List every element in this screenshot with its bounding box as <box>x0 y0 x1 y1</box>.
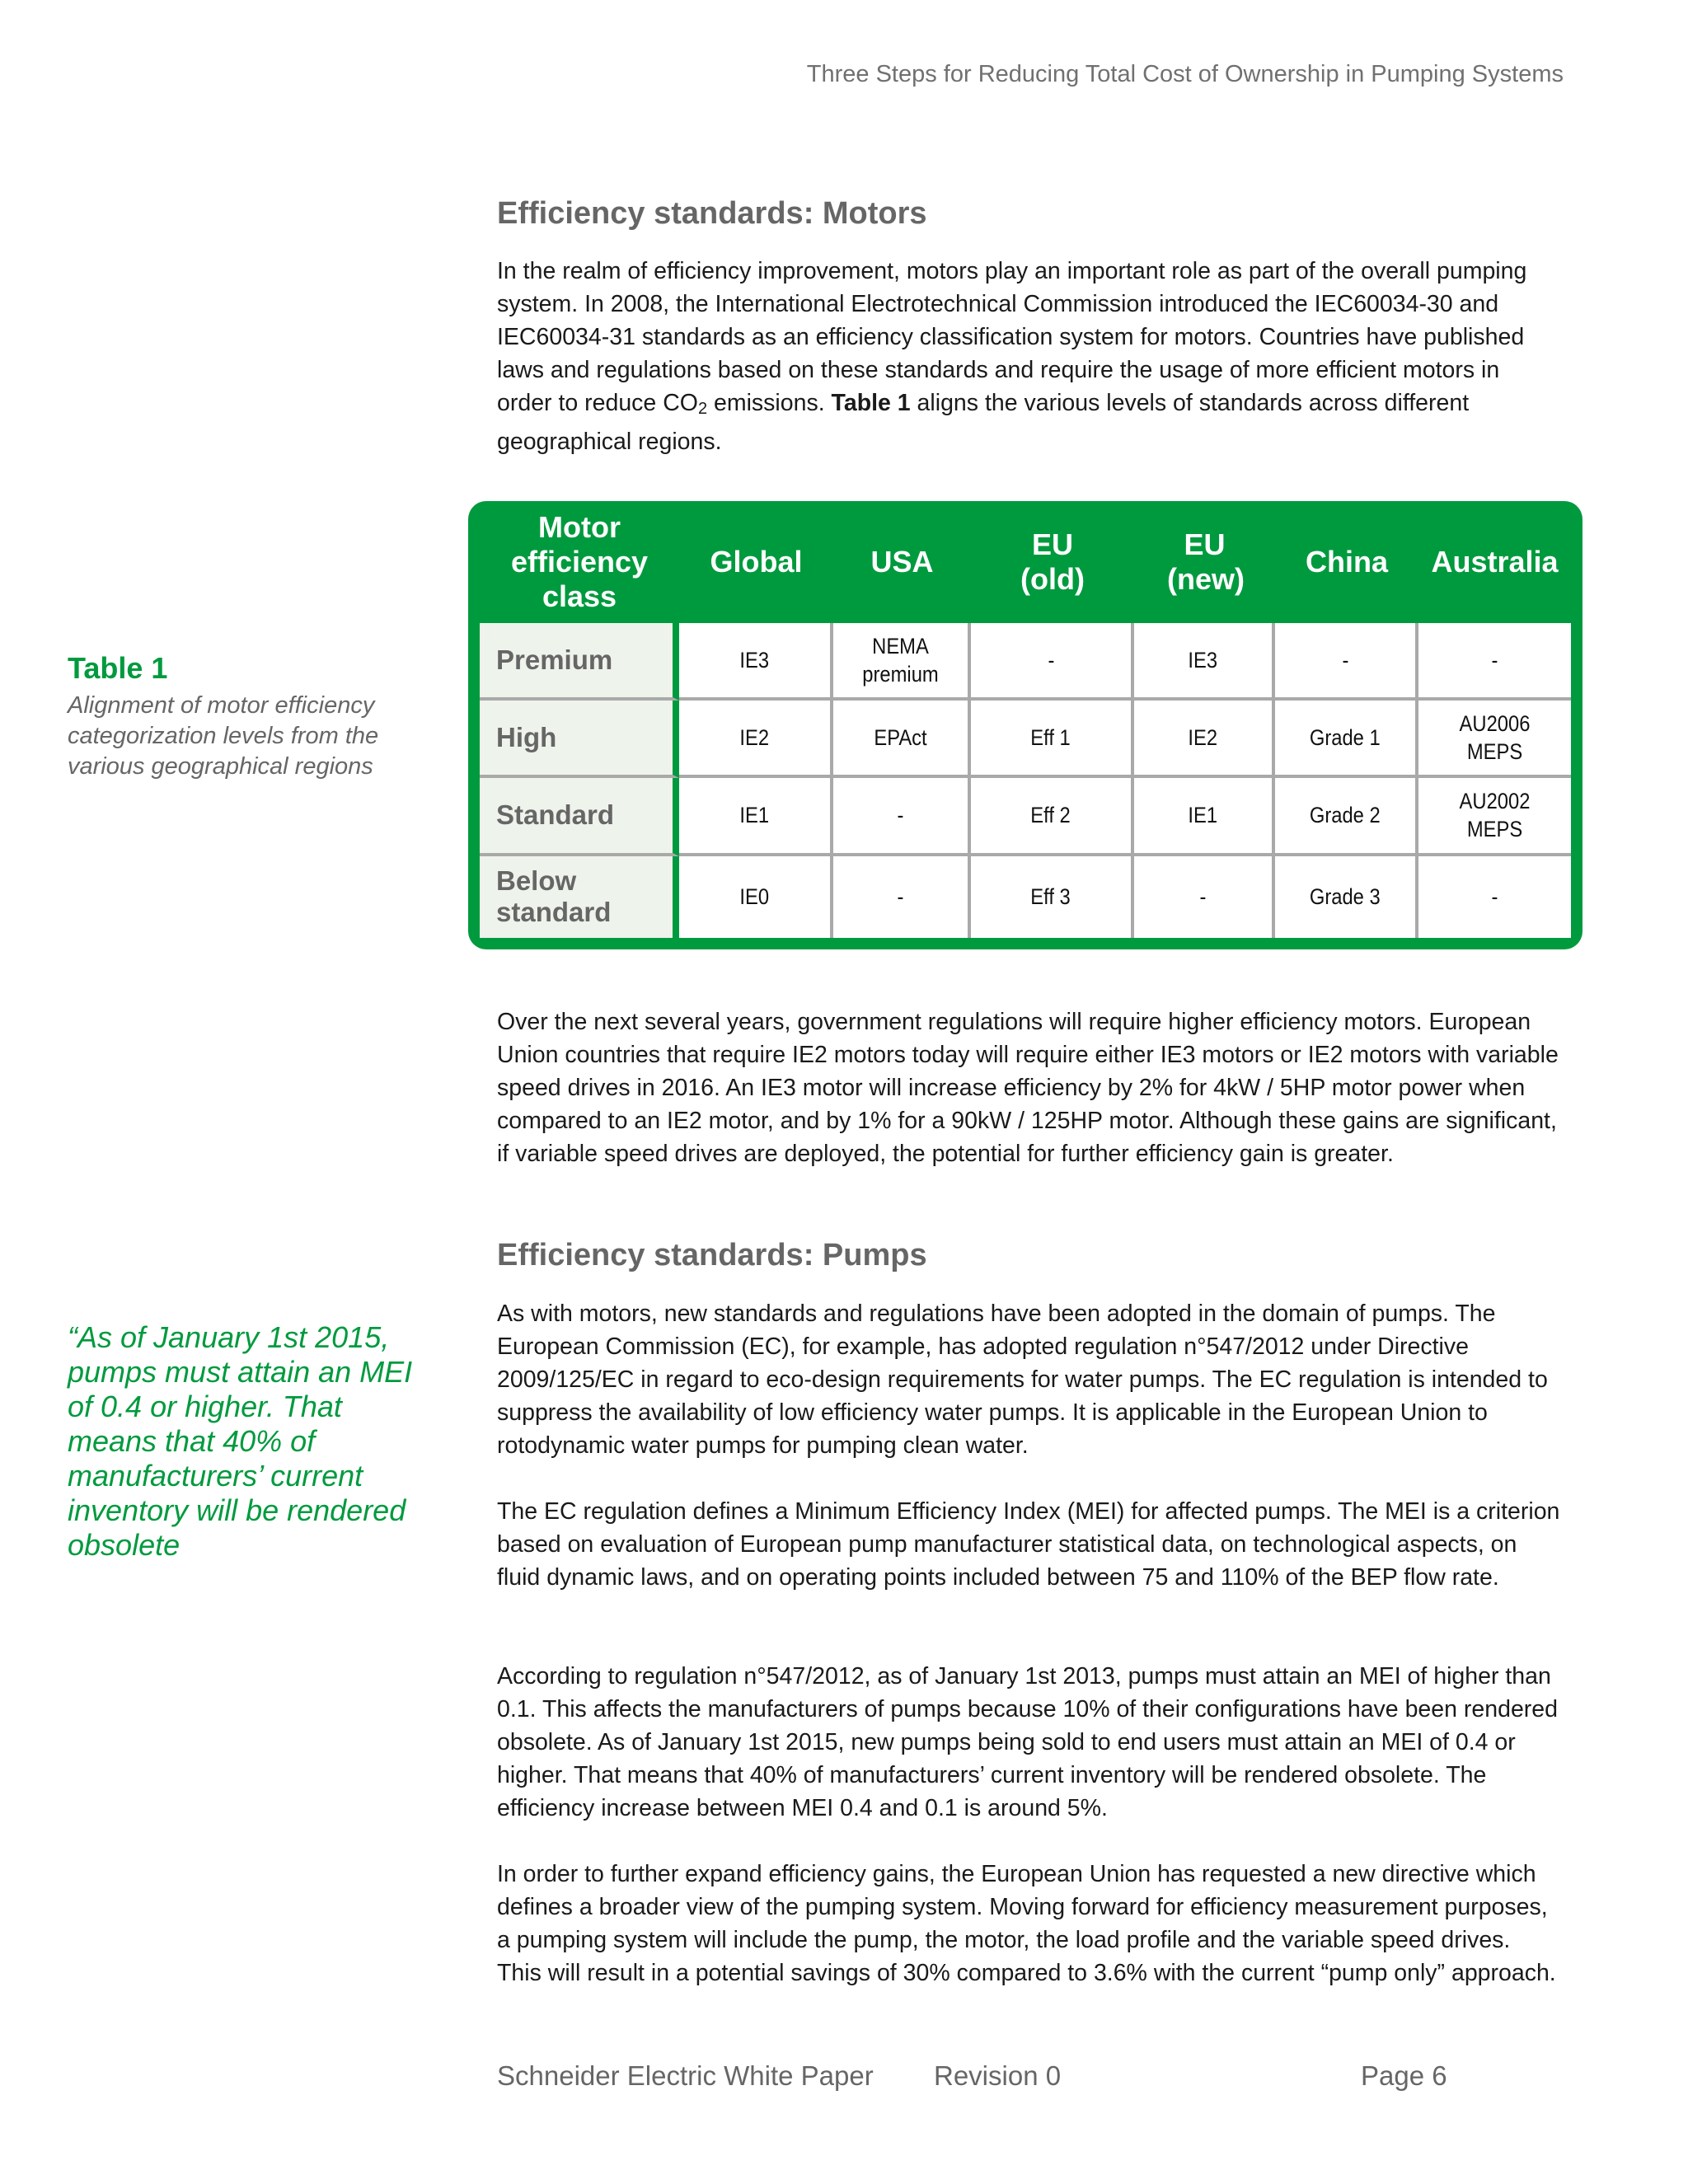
table-caption: Alignment of motor efficiency categorization levels from the various geographical regions <box>68 692 379 780</box>
col-header-china: China <box>1305 545 1388 579</box>
table-cell: Grade 3 <box>1275 856 1418 938</box>
col-header-usa: USA <box>870 545 934 579</box>
table-cell: IE3 <box>679 623 833 701</box>
col-header-global: Global <box>710 545 803 579</box>
table-cell: EPAct <box>833 701 971 778</box>
table-row <box>480 856 1571 938</box>
table-cell: Eff 2 <box>971 778 1134 855</box>
motors-intro-paragraph: In the realm of efficiency improvement, motors play an important role as part of the overall pumping system. In 2008, the International Electrotechnical Commission introduced the IEC60034-30 and IEC60034-31 standards as an efficiency classification system for motors. Countries have published laws and regulations based on these standards and require the usage of more efficient motors in order to reduce $CO_2$ emissions. Table 1 aligns the various levels of standards across different geographical regions. <box>497 258 1527 455</box>
motors-heading: Efficiency standards: Motors <box>497 196 927 231</box>
table-cell: - <box>1134 856 1275 938</box>
table-row <box>480 701 1571 778</box>
table-cell: - <box>1418 623 1571 701</box>
pumps-heading: Efficiency standards: Pumps <box>497 1238 927 1272</box>
motors-regulations-paragraph: Over the next several years, government regulations will require higher efficiency motors. European Union countries that require IE2 motors today will require either IE3 motors or IE2 motors with variable speed drives in 2016. An IE3 motor will increase efficiency by 2% for 4kW / 5HP motor power when compared to an IE2 motor, and by 1% for a 90kW / 125HP motor. Although these gains are significant, if variable speed drives are deployed, the potential for further efficiency gain is greater. <box>497 1009 1559 1167</box>
motor-efficiency-table <box>468 501 1582 949</box>
table-cell: Eff 3 <box>971 856 1134 938</box>
table-cell: IE1 <box>1134 778 1275 855</box>
table-cell: IE2 <box>679 701 833 778</box>
table-label: Table 1 <box>68 651 168 685</box>
table-cell: IE0 <box>679 856 833 938</box>
table-cell: AU2002 MEPS <box>1418 778 1571 855</box>
table-cell: - <box>1275 623 1418 701</box>
pumps-paragraph-1: As with motors, new standards and regulations have been adopted in the domain of pumps. The European Commission (EC), for example, has adopted regulation n°547/2012 under Directive 2009/125/EC in regard to eco-design requirements for water pumps. The EC regulation is intended to suppress the availability of low efficiency water pumps. It is applicable in the European Union to rotodynamic water pumps for pumping clean water. <box>497 1301 1548 1459</box>
table-cell: Grade 1 <box>1275 701 1418 778</box>
pull-quote: “As of January 1st 2015, pumps must attain an MEI of 0.4 or higher. That means that 40% of manufacturers’ current inventory will be rendered obsolete <box>68 1320 413 1562</box>
footer-page-number: Page 6 <box>1361 2060 1447 2091</box>
row-class-below-standard: Below standard <box>480 856 679 938</box>
row-class-premium: Premium <box>480 623 679 701</box>
table-row <box>480 778 1571 855</box>
table-cell: Eff 1 <box>971 701 1134 778</box>
table-cell: IE1 <box>679 778 833 855</box>
table-row <box>480 623 1571 701</box>
row-class-high: High <box>480 701 679 778</box>
table-cell: AU2006 MEPS <box>1418 701 1571 778</box>
table-cell: - <box>1418 856 1571 938</box>
row-class-standard: Standard <box>480 778 679 855</box>
table-cell: - <box>833 778 971 855</box>
col-header-eu-new: EU (new) <box>1167 527 1245 596</box>
table-cell: NEMA premium <box>833 623 971 701</box>
col-header-australia: Australia <box>1431 545 1559 579</box>
table-cell: Grade 2 <box>1275 778 1418 855</box>
footer-publisher: Schneider Electric White Paper <box>497 2060 874 2091</box>
pumps-paragraph-4: In order to further expand efficiency gains, the European Union has requested a new directive which defines a broader view of the pumping system. Moving forward for efficiency measurement purposes, a pumping system will include the pump, the motor, the load profile and the variable speed drives. This will result in a potential savings of 30% compared to 3.6% with the current “pump only” approach. <box>497 1861 1556 1986</box>
pumps-paragraph-2: The EC regulation defines a Minimum Efficiency Index (MEI) for affected pumps. The MEI is a criterion based on evaluation of European pump manufacturer statistical data, on technological aspects, on fluid dynamic laws, and on operating points included between 75 and 110% of the BEP flow rate. <box>497 1498 1560 1591</box>
pumps-paragraph-3: According to regulation n°547/2012, as of January 1st 2013, pumps must attain an MEI of higher than 0.1. This affects the manufacturers of pumps because 10% of their configurations have been rendered obsolete. As of January 1st 2015, new pumps being sold to end users must attain an MEI of 0.4 or higher. That means that 40% of manufacturers’ current inventory will be rendered obsolete. The efficiency increase between MEI 0.4 and 0.1 is around 5%. <box>497 1663 1558 1821</box>
table-cell: IE2 <box>1134 701 1275 778</box>
table-cell: IE3 <box>1134 623 1275 701</box>
table-cell: - <box>833 856 971 938</box>
col-header-eu-old: EU (old) <box>1020 527 1085 596</box>
footer-revision: Revision 0 <box>934 2060 1062 2091</box>
running-header: Three Steps for Reducing Total Cost of Ownership in Pumping Systems <box>806 61 1564 87</box>
col-header-class: Motor efficiency class <box>510 510 649 613</box>
table-cell: - <box>971 623 1134 701</box>
